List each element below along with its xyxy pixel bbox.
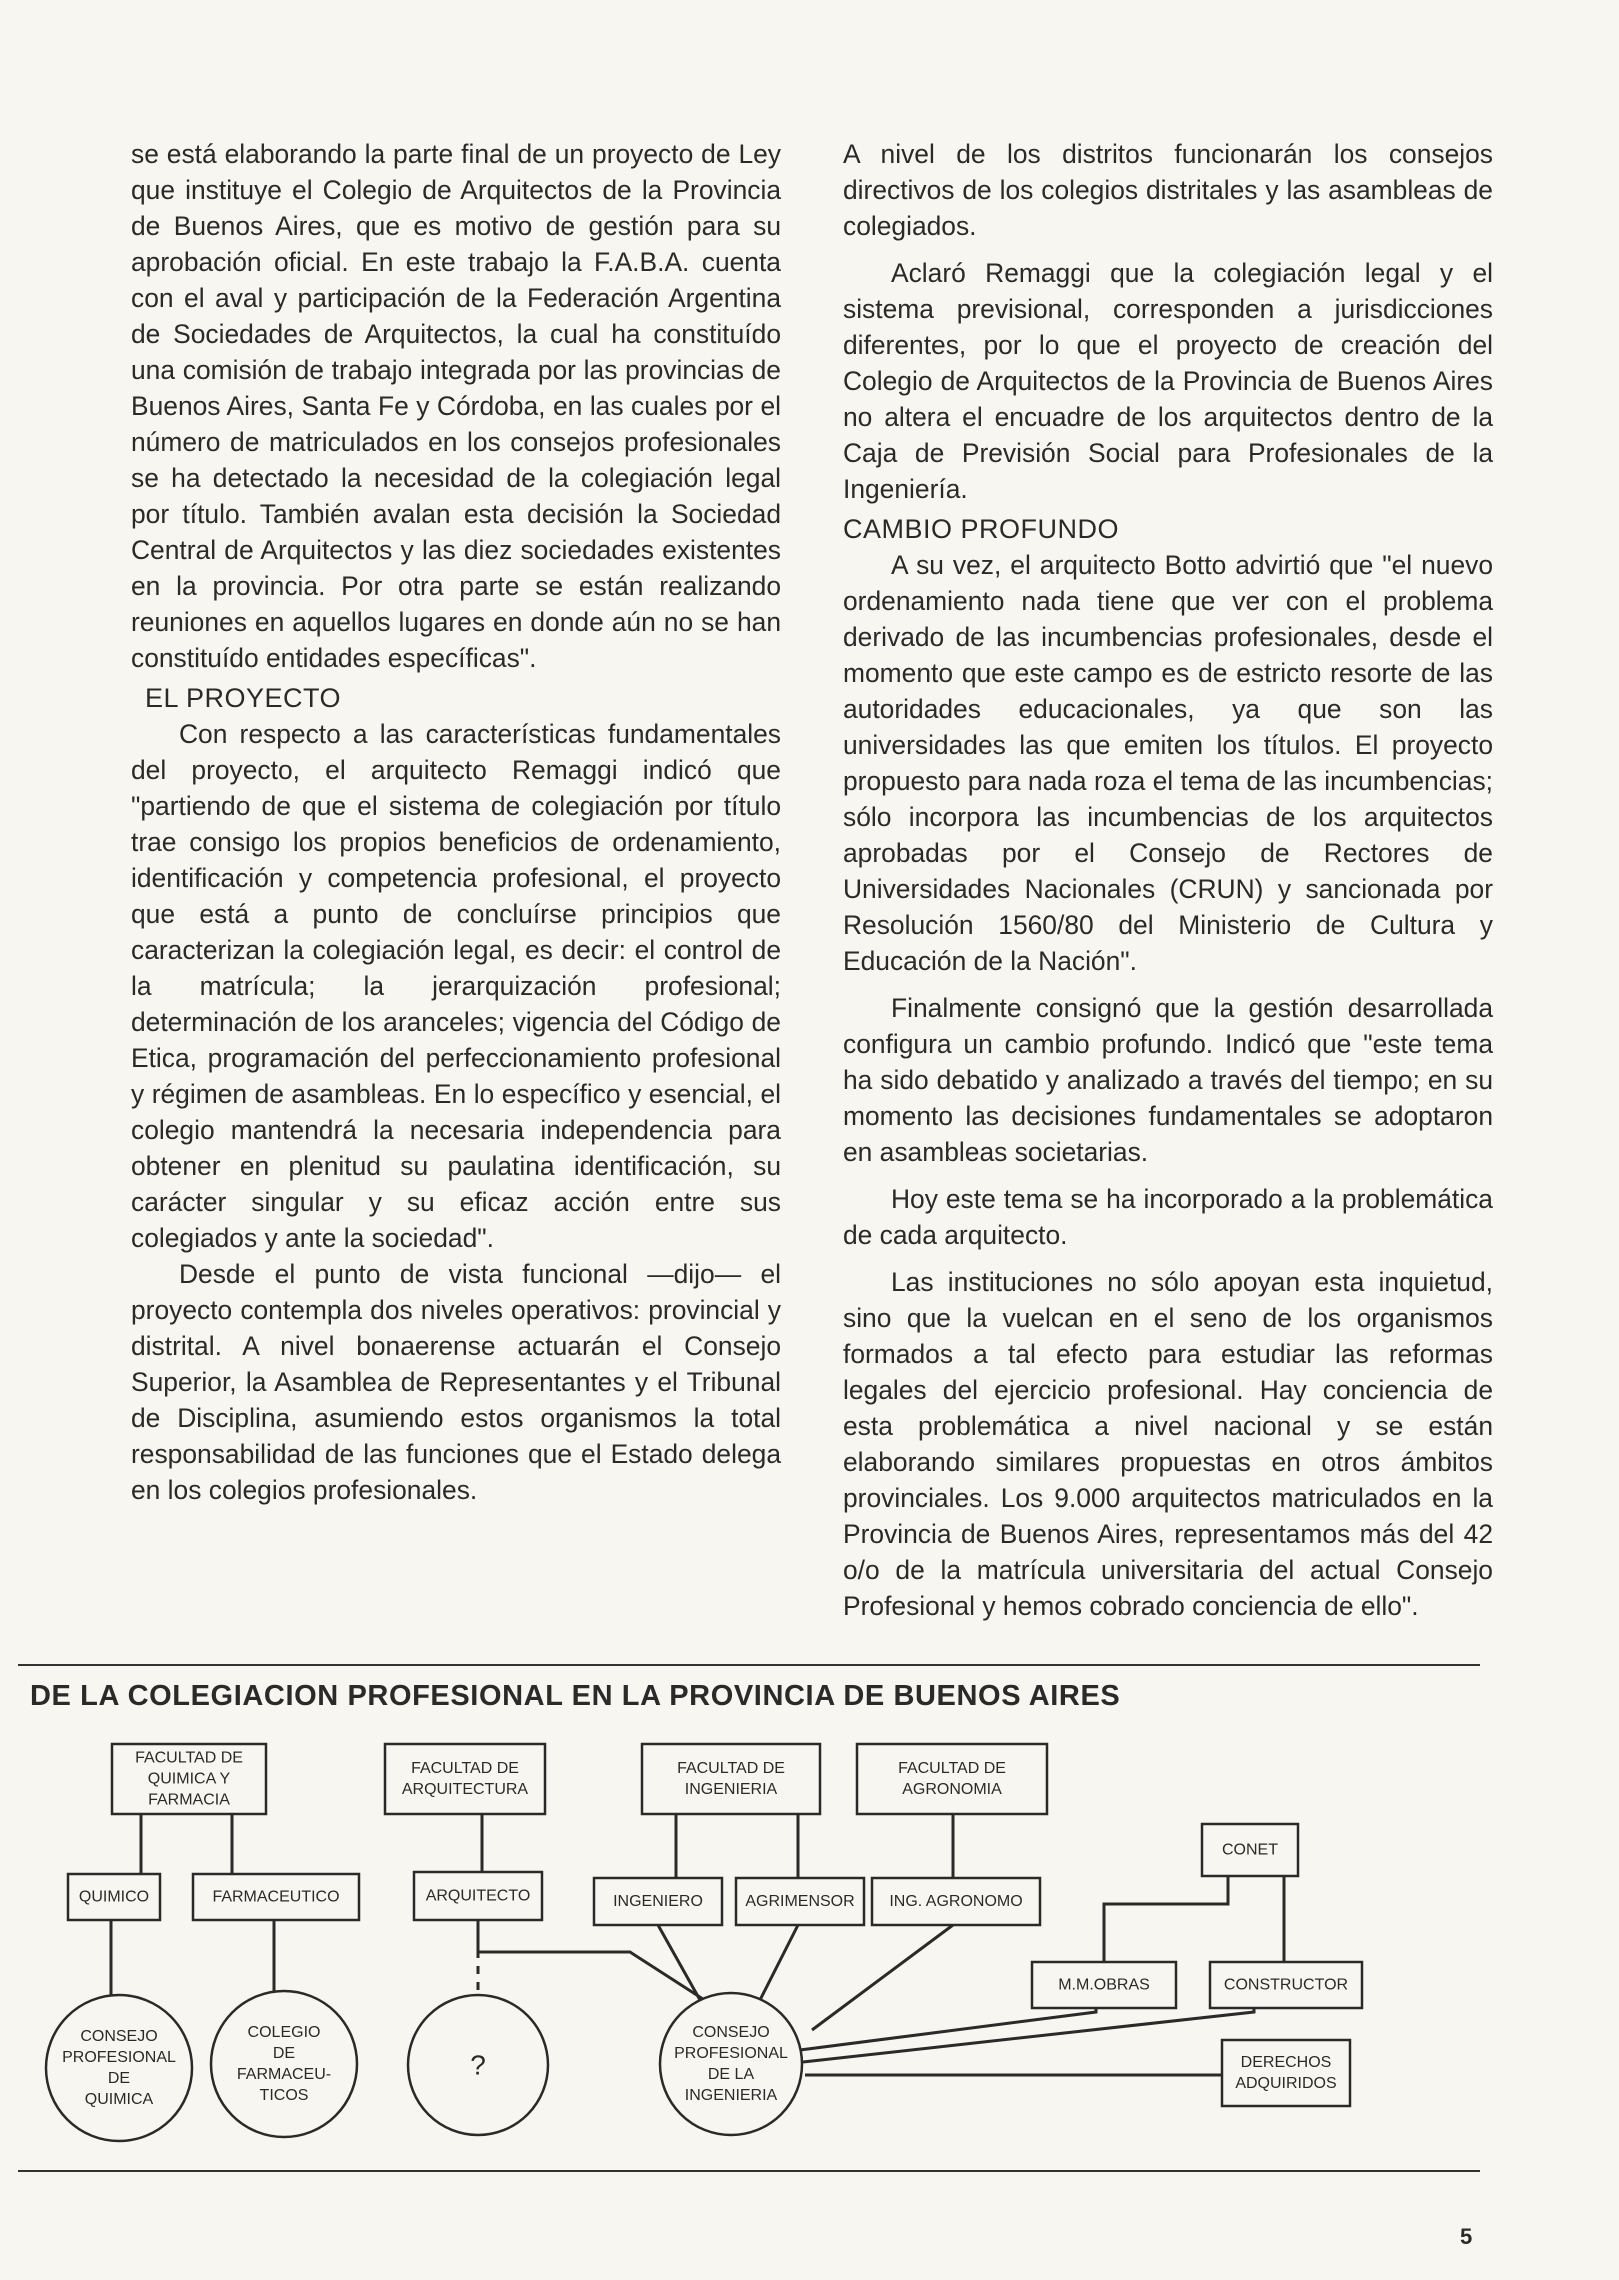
article-paragraph: Finalmente consignó que la gestión desarrollada configura un cambio profundo. Indicó que "este tema ha sido debatido y analizado a través del tiempo; en su momento las decisiones fundamentales se adoptaron en asambleas societarias. [843,993,1493,1167]
council-ingenieria-circle [660,1993,802,2135]
article-paragraph: A su vez, el arquitecto Botto advirtió que "el nuevo ordenamiento nada tiene que ver con el problema derivado de las incumbencias profesionales, desde el momento que este campo es de estricto resorte de las autoridades educacionales, ya que son las universidades las que emiten los títulos. El proyecto propuesto para nada roza el tema de las incumbencias; sólo incorpora las incumbencias de los arquitectos aprobadas por el Consejo de Rectores de Universidades Nacionales (CRUN) y sancionada por Resolución 1560/80 del Ministerio de Cultura y Educación de la Nación". [843,550,1493,976]
profession-mmobras-box [1032,1962,1176,2008]
diagram-boxes [46,1744,1362,2141]
profession-farmaceutico-box-label: FARMACEUTICO [212,1888,340,1906]
council-quimica-circle-label: DE [107,2070,131,2087]
profession-derechos-box-label: DERECHOS [1240,2054,1332,2071]
faculty-arquitectura-box-label: FACULTAD DE [411,1760,519,1777]
council-farmaceuticos-circle-label: TICOS [259,2087,309,2104]
faculty-agronomia-box-label: AGRONOMIA [902,1781,1002,1798]
section-heading-el-proyecto: EL PROYECTO [145,683,342,713]
page-number: 5 [1460,2224,1473,2249]
article-paragraph: A nivel de los distritos funcionarán los consejos directivos de los colegios distritales y las asambleas de colegiados. [843,139,1493,241]
faculty-ingenieria-box-label: INGENIERIA [684,1781,778,1798]
profession-ingeniero-box [594,1878,722,1925]
faculty-agronomia-box-label: FACULTAD DE [898,1760,1006,1777]
profession-agronomo-box-label: ING. AGRONOMO [889,1893,1023,1910]
profession-quimico-box-label: QUIMICO [78,1888,150,1906]
council-quimica-circle-label: PROFESIONAL [62,2049,176,2066]
profession-agrimensor-box-label: AGRIMENSOR [745,1893,855,1910]
conet-box [1202,1824,1298,1876]
council-unknown-circle [408,1995,548,2135]
council-farmaceuticos-circle-label: FARMACEU- [236,2066,332,2083]
faculty-ingenieria-box-label: FACULTAD DE [677,1760,785,1777]
profession-agronomo-box [872,1878,1040,1925]
council-ingenieria-circle-label: DE LA [707,2066,755,2083]
faculty-quimica-box-label: FARMACIA [148,1791,230,1809]
conet-box-label: CONET [1222,1841,1278,1859]
profession-quimico-box [68,1874,160,1920]
council-unknown-circle-label: ? [470,2049,486,2081]
profession-mmobras-box-label: M.M.OBRAS [1058,1976,1150,1994]
council-farmaceuticos-circle [211,1991,357,2137]
faculty-quimica-box [112,1744,266,1814]
profession-derechos-box [1222,2040,1350,2106]
faculty-arquitectura-box [385,1744,545,1814]
profession-agrimensor-box [736,1878,864,1925]
faculty-agronomia-box [857,1744,1047,1814]
profession-constructor-box-label: CONSTRUCTOR [1223,1976,1349,1994]
council-quimica-circle-label: QUIMICA [84,2091,154,2108]
diagram-title: DE LA COLEGIACION PROFESIONAL EN LA PROVINCIA DE BUENOS AIRES [30,1680,1121,1712]
council-quimica-circle-label: CONSEJO [80,2028,158,2045]
profession-derechos-box-label: ADQUIRIDOS [1235,2075,1337,2092]
profession-constructor-box [1210,1962,1362,2008]
article-paragraph: se está elaborando la parte final de un proyecto de Ley que instituye el Colegio de Arquitectos de la Provincia de Buenos Aires, que es motivo de gestión para su aprobación oficial. En este trabajo la F.A.B.A. cuenta con el aval y participación de la Federación Argentina de Sociedades de Arquitectos, la cual ha constituído una comisión de trabajo integrada por las provincias de Buenos Aires, Santa Fe y Córdoba, en las cuales por el número de matriculados en los consejos profesionales se ha detectado la necesidad de la colegiación legal por título. También avalan esta decisión la Sociedad Central de Arquitectos y las diez sociedades existentes en la provincia. Por otra parte se están realizando reuniones en aquellos lugares en donde aún no se han constituído entidades específicas". [131,139,781,673]
council-ingenieria-circle-label: PROFESIONAL [674,2045,788,2062]
profession-arquitecto-box [414,1872,542,1920]
article-paragraph: Con respecto a las características fundamentales del proyecto, el arquitecto Remaggi indicó que "partiendo de que el sistema de colegiación por título trae consigo los propios beneficios de ordenamiento, identificación y competencia profesional, el proyecto que está a punto de concluírse principios que caracterizan la colegiación legal, es decir: el control de la matrícula; la jerarquización profesional; determinación de los aranceles; vigencia del Código de Etica, programación del perfeccionamiento profesional y régimen de asambleas. En lo específico y esencial, el colegio mantendrá la necesaria independencia para obtener en plenitud su paulatina identificación, su carácter singular y su eficaz acción entre sus colegiados y ante la sociedad". [131,719,781,1253]
profession-ingeniero-box-label: INGENIERO [613,1893,703,1910]
section-heading-cambio-profundo: CAMBIO PROFUNDO [843,514,1120,544]
profession-arquitecto-box-label: ARQUITECTO [425,1887,531,1905]
article-paragraph: Aclaró Remaggi que la colegiación legal y el sistema previsional, corresponden a jurisdicciones diferentes, por lo que el proyecto de creación del Colegio de Arquitectos de la Provincia de Buenos Aires no altera el encuadre de los arquitectos dentro de la Caja de Previsión Social para Profesionales de la Ingeniería. [843,258,1493,504]
council-ingenieria-circle-label: INGENIERIA [684,2087,778,2104]
faculty-quimica-box-label: FACULTAD DE [135,1749,243,1767]
faculty-ingenieria-box [642,1744,820,1814]
article-paragraph: Hoy este tema se ha incorporado a la problemática de cada arquitecto. [843,1184,1493,1250]
faculty-arquitectura-box-label: ARQUITECTURA [401,1781,529,1798]
council-farmaceuticos-circle-label: DE [272,2045,296,2062]
article-paragraph: Las instituciones no sólo apoyan esta inquietud, sino que la vuelcan en el seno de los organismos formados a tal efecto para estudiar las reformas legales del ejercicio profesional. Hay conciencia de esta problemática a nivel nacional y se están elaborando similares propuestas en otros ámbitos provinciales. Los 9.000 arquitectos matriculados en la Provincia de Buenos Aires, representamos más del 42 o/o de la matrícula universitaria del actual Consejo Profesional y hemos cobrado conciencia de ello". [843,1267,1493,1621]
council-ingenieria-circle-label: CONSEJO [692,2024,770,2041]
council-quimica-circle [46,1995,192,2141]
faculty-quimica-box-label: QUIMICA Y [147,1770,231,1788]
profession-farmaceutico-box [193,1874,359,1920]
article-paragraph: Desde el punto de vista funcional —dijo— el proyecto contempla dos niveles operativos: provincial y distrital. A nivel bonaerense actuarán el Consejo Superior, la Asamblea de Representantes y el Tribunal de Disciplina, asumiendo estos organismos la total responsabilidad de las funciones que el Estado delega en los colegios profesionales. [131,1259,781,1505]
council-farmaceuticos-circle-label: COLEGIO [247,2024,321,2041]
